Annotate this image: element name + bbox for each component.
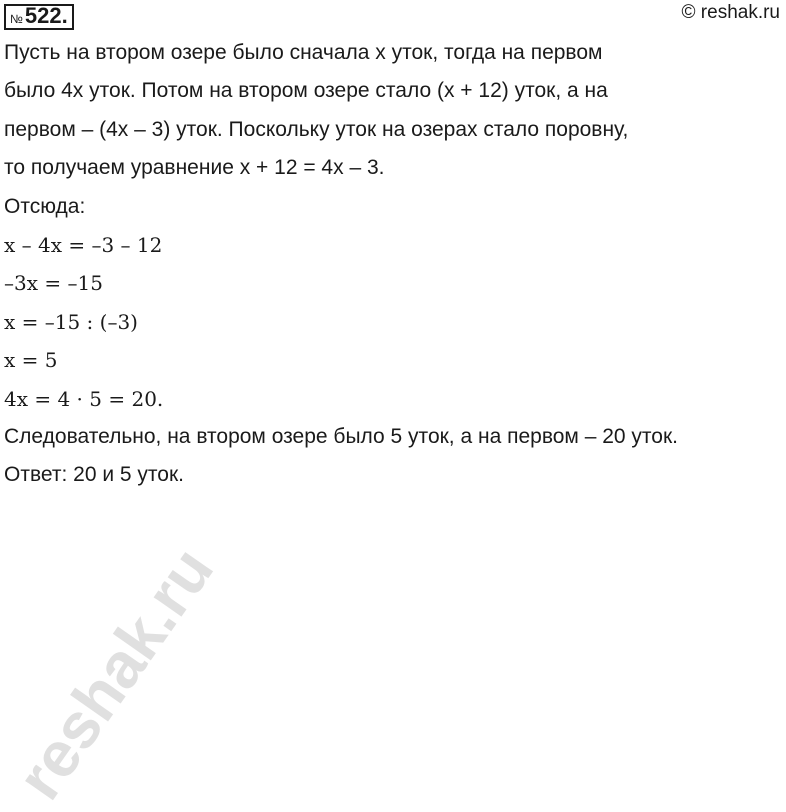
text-line-1: Пусть на втором озере было сначала x уток, тогда на первом [4, 41, 603, 64]
text-line-4: то получаем уравнение x + 12 = 4x – 3. [4, 156, 385, 180]
equation-line-3: x = –15 : (–3) [4, 309, 138, 334]
equation-line-5: 4x = 4 · 5 = 20. [4, 386, 164, 411]
equation-line-1: x – 4x = –3 – 12 [4, 232, 163, 257]
conclusion-line: Следовательно, на втором озере было 5 уток, а на первом – 20 уток. [4, 424, 678, 448]
equation-line-4: x = 5 [4, 348, 58, 373]
text-line-5: Отсюда: [4, 194, 86, 218]
answer-line: Ответ: 20 и 5 уток. [4, 463, 184, 487]
text-line-3: первом – (4x – 3) уток. Поскольку уток на озерах стало поровну, [4, 117, 629, 141]
watermark-text: reshak.ru [2, 534, 228, 812]
problem-number: 522. [24, 3, 68, 28]
equation-line-2: –3x = –15 [4, 271, 103, 296]
text-line-2: было 4x уток. Потом на втором озере стало (x + 12) уток, а на [4, 79, 608, 103]
site-copyright: © reshak.ru [681, 2, 780, 23]
problem-number-badge [4, 4, 74, 30]
solution-text [4, 40, 780, 501]
watermark [0, 470, 228, 812]
number-sign: № [10, 12, 23, 26]
